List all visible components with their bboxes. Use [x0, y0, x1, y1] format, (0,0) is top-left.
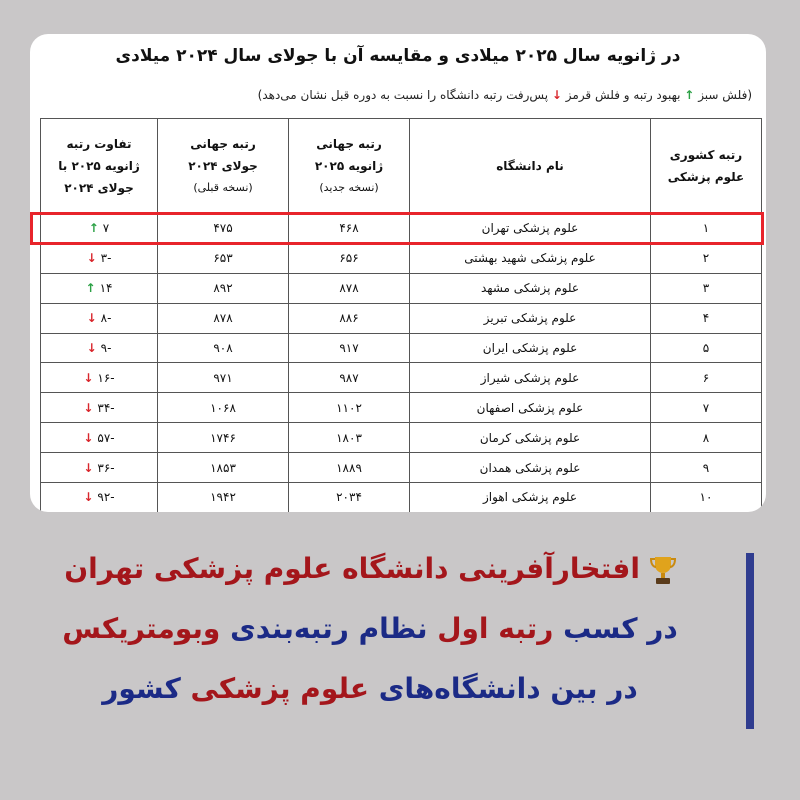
diff-cell [41, 303, 158, 333]
diff-value: ۸- [100, 311, 112, 326]
diff-cell [41, 333, 158, 363]
header-diff-line3: جولای ۲۰۲۴ [64, 181, 134, 195]
diff-cell [41, 423, 158, 453]
down-arrow-icon: ↓ [83, 490, 94, 505]
header-diff-line2: ژانویه ۲۰۲۵ با [58, 159, 140, 173]
rank-2024-cell: ۸۹۲ [158, 273, 289, 303]
header-rank-line1: رتبه کشوری [669, 148, 743, 162]
university-cell: علوم پزشکی شیراز [410, 363, 651, 393]
headline-line3-part2: علوم پزشکی [190, 672, 369, 705]
red-down-arrow-icon: ↓ [551, 88, 562, 102]
green-up-arrow-icon: ↑ [684, 88, 695, 102]
rank-2025-cell: ۹۱۷ [289, 333, 410, 363]
table-row [41, 363, 762, 393]
table-row [41, 333, 762, 363]
table-row [41, 273, 762, 303]
legend-part3: پس‌رفت رتبه دانشگاه را نسبت به دوره قبل نشان می‌دهد) [257, 88, 549, 102]
rank-2025-cell: ۲۰۳۴ [289, 483, 410, 512]
university-cell: علوم پزشکی اصفهان [410, 393, 651, 423]
headline-line2-part3: نظام رتبه‌بندی [230, 612, 428, 645]
up-arrow-icon: ↑ [88, 221, 99, 236]
table-row [41, 303, 762, 333]
diff-value: ۱۴ [99, 281, 113, 296]
ranking-table [40, 118, 762, 512]
rank-cell: ۸ [651, 423, 762, 453]
header-university: نام دانشگاه [410, 119, 651, 214]
rank-2024-cell: ۹۰۸ [158, 333, 289, 363]
legend-part2: بهبود رتبه و فلش قرمز [565, 88, 681, 102]
rank-2025-cell: ۸۷۸ [289, 273, 410, 303]
headline-line3-part3: کشور [102, 672, 181, 705]
down-arrow-icon: ↓ [86, 251, 97, 266]
legend-paren: ( [747, 88, 752, 102]
table-row [41, 453, 762, 483]
table-body [41, 214, 762, 513]
headline-line2-part1: در کسب [563, 612, 678, 645]
header-rank-2024 [158, 119, 289, 214]
rank-2024-cell: ۱۸۵۳ [158, 453, 289, 483]
rank-cell: ۷ [651, 393, 762, 423]
diff-value: ۳- [100, 251, 112, 266]
rank-2024-cell: ۱۰۶۸ [158, 393, 289, 423]
down-arrow-icon: ↓ [83, 460, 94, 475]
university-cell: علوم پزشکی مشهد [410, 273, 651, 303]
legend-note [258, 88, 752, 102]
header-rank [651, 119, 762, 214]
diff-value: ۳۴- [97, 400, 115, 415]
rank-cell: ۴ [651, 303, 762, 333]
rank-2024-cell: ۶۵۳ [158, 243, 289, 273]
diff-cell [41, 453, 158, 483]
rank-2025-cell: ۱۸۰۳ [289, 423, 410, 453]
rank-cell: ۱۰ [651, 483, 762, 512]
header-rank-line2: علوم پزشکی [667, 170, 745, 184]
header-2024-sub: (نسخه قبلی) [193, 181, 253, 194]
diff-cell [41, 214, 158, 244]
headline-line1 [20, 552, 720, 585]
rank-cell: ۳ [651, 273, 762, 303]
header-2025-line1: رتبه جهانی [316, 137, 382, 151]
down-arrow-icon: ↓ [86, 311, 97, 326]
rank-2024-cell: ۹۷۱ [158, 363, 289, 393]
header-2024-line2: جولای ۲۰۲۴ [188, 159, 258, 173]
down-arrow-icon: ↓ [83, 400, 94, 415]
diff-value: ۵۷- [97, 430, 115, 445]
table-row [41, 214, 762, 244]
university-cell: علوم پزشکی کرمان [410, 423, 651, 453]
header-rank-2025 [289, 119, 410, 214]
rank-cell: ۹ [651, 453, 762, 483]
headline-line2-part2: رتبه اول [437, 612, 554, 645]
rank-2025-cell: ۶۵۶ [289, 243, 410, 273]
ranking-card [30, 34, 766, 512]
headline-line1-text: افتخارآفرینی دانشگاه علوم پزشکی تهران [64, 552, 640, 585]
table-row [41, 393, 762, 423]
rank-cell: ۲ [651, 243, 762, 273]
down-arrow-icon: ↓ [83, 370, 94, 385]
rank-cell: ۶ [651, 363, 762, 393]
card-title: در ژانویه سال ۲۰۲۵ میلادی و مقایسه آن با جولای سال ۲۰۲۴ میلادی [115, 46, 681, 66]
diff-cell [41, 483, 158, 512]
header-diff-line1: تفاوت رتبه [66, 137, 132, 151]
header-2025-line2: ژانویه ۲۰۲۵ [314, 159, 384, 173]
diff-cell [41, 393, 158, 423]
university-cell: علوم پزشکی همدان [410, 453, 651, 483]
rank-2025-cell: ۱۱۰۲ [289, 393, 410, 423]
rank-2025-cell: ۱۸۸۹ [289, 453, 410, 483]
diff-cell [41, 273, 158, 303]
table-row [41, 243, 762, 273]
headline-line3-part1: در بین دانشگاه‌های [378, 672, 638, 705]
rank-cell: ۵ [651, 333, 762, 363]
header-2024-line1: رتبه جهانی [190, 137, 256, 151]
rank-2024-cell: ۸۷۸ [158, 303, 289, 333]
diff-value: ۳۶- [97, 460, 115, 475]
header-2025-sub: (نسخه جدید) [319, 181, 379, 194]
headline-line2-part4: وبومتریکس [62, 612, 221, 645]
accent-bar [746, 553, 754, 729]
diff-cell [41, 363, 158, 393]
university-cell: علوم پزشکی تبریز [410, 303, 651, 333]
header-diff [41, 119, 158, 214]
university-cell: علوم پزشکی شهید بهشتی [410, 243, 651, 273]
diff-value: ۹۲- [97, 490, 115, 505]
down-arrow-icon: ↓ [86, 341, 97, 355]
university-cell: علوم پزشکی تهران [410, 214, 651, 244]
rank-2024-cell: ۱۷۴۶ [158, 423, 289, 453]
rank-2025-cell: ۸۸۶ [289, 303, 410, 333]
table-row [41, 423, 762, 453]
diff-value: ۷ [102, 221, 110, 236]
rank-2025-cell: ۹۸۷ [289, 363, 410, 393]
university-cell: علوم پزشکی ایران [410, 333, 651, 363]
table-row [41, 483, 762, 512]
rank-2024-cell: ۴۷۵ [158, 214, 289, 244]
legend-part1: فلش سبز [698, 88, 748, 102]
diff-value: ۹- [100, 341, 112, 355]
headline-line3 [20, 672, 720, 705]
rank-cell: ۱ [651, 214, 762, 244]
headline-line2 [20, 612, 720, 645]
rank-2024-cell: ۱۹۴۲ [158, 483, 289, 512]
up-arrow-icon: ↑ [85, 281, 96, 296]
university-cell: علوم پزشکی اهواز [410, 483, 651, 512]
table-header-row [41, 119, 762, 214]
diff-value: ۱۶- [97, 370, 115, 385]
trophy-icon [650, 555, 676, 585]
rank-2025-cell: ۴۶۸ [289, 214, 410, 244]
diff-cell [41, 243, 158, 273]
down-arrow-icon: ↓ [83, 430, 94, 445]
